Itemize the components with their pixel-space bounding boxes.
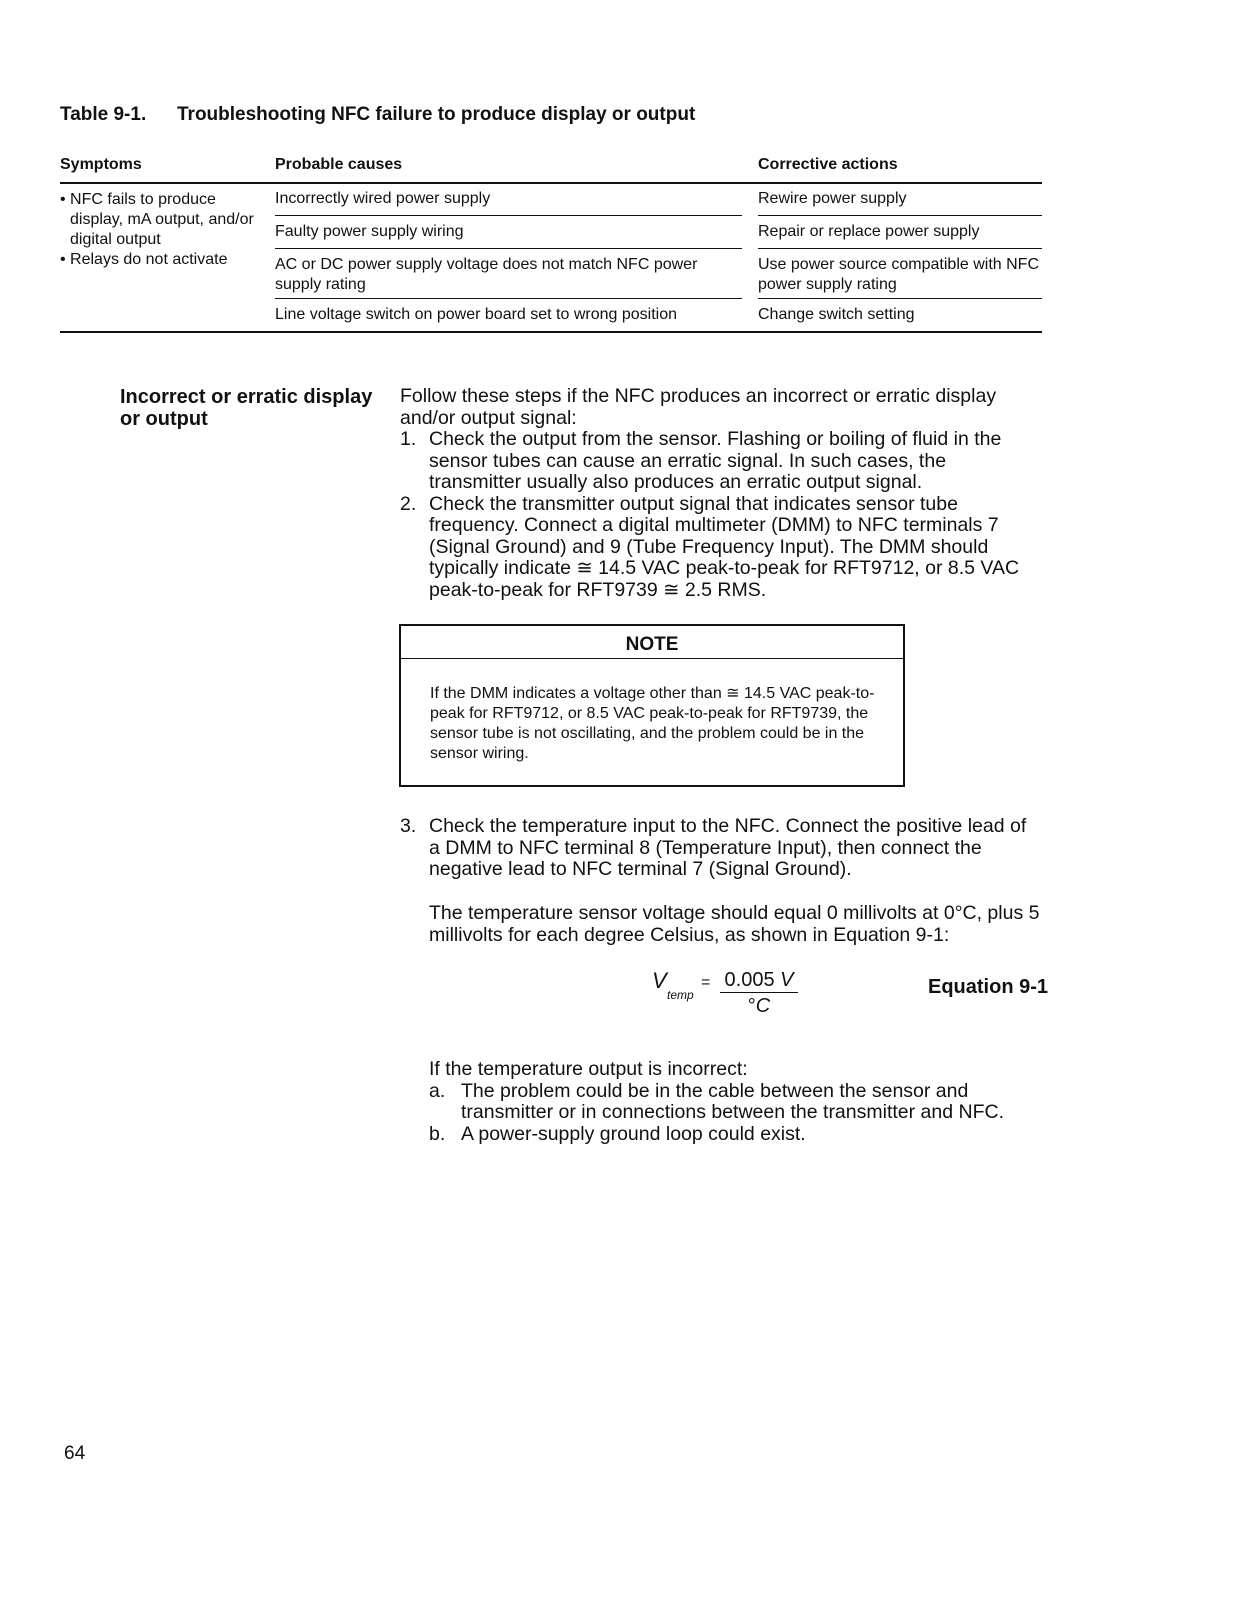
step-marker: 2. bbox=[400, 492, 417, 515]
steps-list bbox=[400, 816, 1040, 881]
row-divider bbox=[758, 215, 1042, 216]
steps-list bbox=[400, 429, 1040, 601]
step-item bbox=[400, 429, 1040, 494]
table-caption: Troubleshooting NFC failure to produce display or output bbox=[177, 104, 696, 125]
step-item bbox=[400, 494, 1040, 602]
row-divider bbox=[758, 298, 1042, 299]
cause-cell: AC or DC power supply voltage does not match NFC power supply rating bbox=[275, 256, 698, 293]
table-bottom-rule bbox=[60, 331, 1042, 333]
table-number: Table 9-1. bbox=[60, 104, 147, 125]
note-divider bbox=[401, 658, 903, 659]
numerator-unit: V bbox=[780, 969, 794, 991]
step-marker: 1. bbox=[400, 428, 417, 450]
incorrect-output-block bbox=[429, 1059, 1049, 1145]
cause-cell: Faulty power supply wiring bbox=[275, 223, 464, 240]
sub-step-marker: a. bbox=[429, 1079, 446, 1102]
step-text: Check the temperature input to the NFC. Connect the positive lead of a DMM to NFC terminal 8 (Temperature Input), then connect the negative lead to NFC terminal 7 (Signal Ground). bbox=[429, 815, 1027, 880]
equation-denominator bbox=[720, 994, 798, 1018]
equation-label: Equation 9-1 bbox=[928, 976, 1049, 998]
note-title: NOTE bbox=[625, 634, 679, 655]
sub-step-item bbox=[429, 1124, 1049, 1146]
equation-subscript: temp bbox=[667, 988, 694, 1002]
step-text: Check the output from the sensor. Flashing or boiling of fluid in the sensor tubes can cause an erratic signal. In such cases, the transmitter usually also produces an erratic output signal. bbox=[429, 428, 1002, 493]
row-divider bbox=[275, 248, 742, 249]
denominator-degree: ° bbox=[747, 995, 756, 1017]
table-title bbox=[60, 104, 695, 126]
incorrect-intro: If the temperature output is incorrect: bbox=[429, 1058, 748, 1080]
sub-step-text: A power-supply ground loop could exist. bbox=[461, 1122, 806, 1145]
row-divider bbox=[758, 248, 1042, 249]
row-divider bbox=[275, 215, 742, 216]
equation-lhs bbox=[652, 968, 711, 1002]
equation-numerator bbox=[720, 968, 798, 993]
cause-cell: Line voltage switch on power board set to wrong position bbox=[275, 306, 678, 323]
step-marker: 3. bbox=[400, 815, 417, 837]
section-heading: Incorrect or erratic display or output bbox=[120, 386, 373, 430]
temperature-paragraph: The temperature sensor voltage should equal 0 millivolts at 0°C, plus 5 millivolts for each degree Celsius, as shown in Equation 9-1: bbox=[429, 902, 1040, 946]
action-cell: Rewire power supply bbox=[758, 190, 907, 207]
denominator-unit: C bbox=[755, 995, 771, 1017]
page-number: 64 bbox=[64, 1443, 86, 1464]
symptom-item: • Relays do not activate bbox=[60, 250, 260, 270]
intro-paragraph: Follow these steps if the NFC produces an incorrect or erratic display and/or output signal: bbox=[400, 385, 997, 429]
numerator-value: 0.005 bbox=[724, 969, 775, 991]
header-corrective-actions: Corrective actions bbox=[758, 156, 898, 173]
sub-step-text: The problem could be in the cable between the sensor and transmitter or in connections between the transmitter and NFC. bbox=[461, 1079, 1004, 1123]
header-probable-causes: Probable causes bbox=[275, 156, 403, 173]
sub-step-marker: b. bbox=[429, 1122, 446, 1145]
equation-equals: = bbox=[701, 974, 711, 991]
note-box bbox=[399, 624, 905, 787]
row-divider bbox=[275, 298, 742, 299]
action-cell: Repair or replace power supply bbox=[758, 223, 980, 240]
step-text: Check the transmitter output signal that indicates sensor tube frequency. Connect a digital multimeter (DMM) to NFC terminals 7 (Signal Ground) and 9 (Tube Frequency Input). The DMM should typically indicate ≅ 14.5 VAC peak-to-peak for RFT9712, or 8.5 VAC peak-to-peak for RFT9739 ≅ 2.5 RMS. bbox=[429, 492, 1020, 601]
action-cell: Use power source compatible with NFC power supply rating bbox=[758, 256, 1039, 293]
equation-variable: V bbox=[652, 968, 667, 993]
symptoms-list bbox=[60, 190, 260, 270]
step-item bbox=[400, 816, 1040, 881]
header-symptoms: Symptoms bbox=[60, 156, 142, 173]
sub-step-item bbox=[429, 1081, 1049, 1124]
action-cell: Change switch setting bbox=[758, 306, 915, 323]
step-3-block bbox=[400, 816, 1040, 881]
note-text: If the DMM indicates a voltage other than ≅ 14.5 VAC peak-to-peak for RFT9712, or 8.5 VAC peak-to-peak for RFT9739, the sensor tube is not oscillating, and the problem could be in the sensor wiring. bbox=[430, 685, 875, 762]
steps-block bbox=[400, 386, 1040, 601]
table-header-rule bbox=[60, 182, 1042, 184]
cause-cell: Incorrectly wired power supply bbox=[275, 190, 491, 207]
sub-steps-list bbox=[429, 1081, 1049, 1146]
symptom-item: • NFC fails to produce display, mA output, and/or digital output bbox=[60, 190, 260, 250]
